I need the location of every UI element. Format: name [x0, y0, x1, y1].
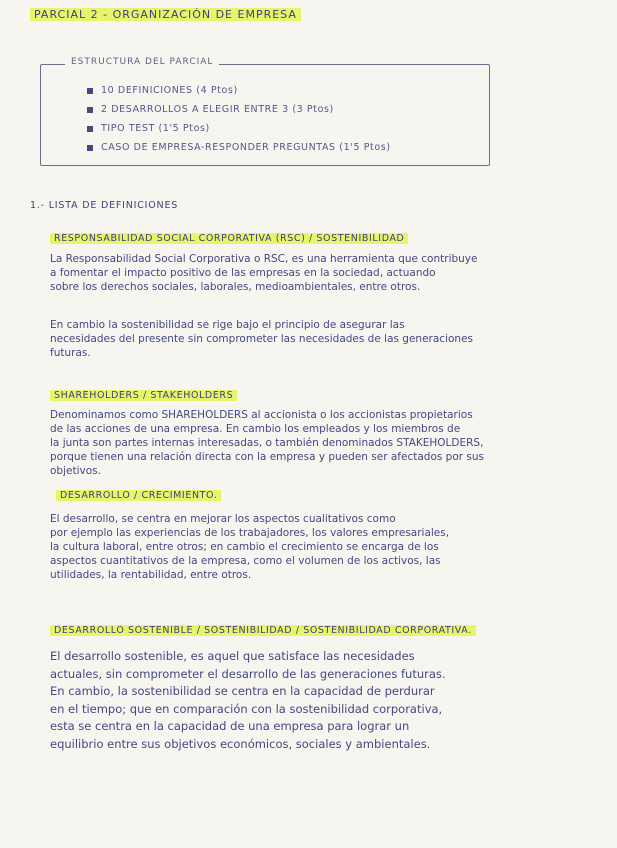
exam-structure-box [40, 57, 490, 166]
square-bullet-icon [87, 107, 93, 113]
list-item: 10 DEFINICIONES (4 Ptos) [87, 81, 391, 100]
exam-structure-label: ESTRUCTURA DEL PARCIAL [65, 57, 219, 67]
exam-structure-list [87, 81, 391, 157]
definition-paragraph: En cambio la sostenibilidad se rige bajo el principio de asegurar las necesidades del presente sin comprometer las necesidades de las generaciones futuras. [50, 319, 473, 359]
list-item: CASO DE EMPRESA-RESPONDER PREGUNTAS (1'5 Ptos) [87, 138, 391, 157]
list-item: 2 DESARROLLOS A ELEGIR ENTRE 3 (3 Ptos) [87, 100, 391, 119]
definition-paragraph: Denominamos como SHAREHOLDERS al accionista o los accionistas propietarios de las acciones de una empresa. En cambio los empleados y los miembros de la junta son partes internas interesadas, o también denominados STAKEHOLDERS, porque tienen una relación directa con la empresa y pueden ser afectados por sus objetivos. [50, 409, 485, 477]
square-bullet-icon [87, 145, 93, 151]
square-bullet-icon [87, 126, 93, 132]
definition-heading: RESPONSABILIDAD SOCIAL CORPORATIVA (RSC) / SOSTENIBILIDAD [50, 233, 408, 244]
definition-heading: SHAREHOLDERS / STAKEHOLDERS [50, 390, 237, 401]
page-title: PARCIAL 2 - ORGANIZACIÓN DE EMPRESA [30, 8, 301, 21]
definition-heading: DESARROLLO / CRECIMIENTO. [56, 490, 221, 501]
definition-paragraph: El desarrollo, se centra en mejorar los aspectos cualitativos como por ejemplo las experiencias de los trabajadores, los valores empresariales, la cultura laboral, entre otros; en cambio el crecimiento se encarga de los aspectos cuantitativos de la empresa, como el volumen de los activos, las utilidades, la rentabilidad, entre otros. [50, 513, 450, 581]
list-item: TIPO TEST (1'5 Ptos) [87, 119, 391, 138]
section-title: 1.- LISTA DE DEFINICIONES [30, 200, 179, 211]
definition-heading: DESARROLLO SOSTENIBLE / SOSTENIBILIDAD / SOSTENIBILIDAD CORPORATIVA. [50, 625, 476, 636]
definition-paragraph: El desarrollo sostenible, es aquel que satisface las necesidades actuales, sin comprometer el desarrollo de las generaciones futuras. En cambio, la sostenibilidad se centra en la capacidad de perdurar en el tiempo; que en comparación con la sostenibilidad corporativa, esta se centra en la capacidad de una empresa para lograr un equilibrio entre sus objetivos económicos, sociales y ambientales. [50, 649, 446, 751]
definition-paragraph: La Responsabilidad Social Corporativa o RSC, es una herramienta que contribuye a fomentar el impacto positivo de las empresas en la sociedad, actuando sobre los derechos sociales, laborales, medioambientales, entre otros. [50, 253, 478, 293]
square-bullet-icon [87, 88, 93, 94]
